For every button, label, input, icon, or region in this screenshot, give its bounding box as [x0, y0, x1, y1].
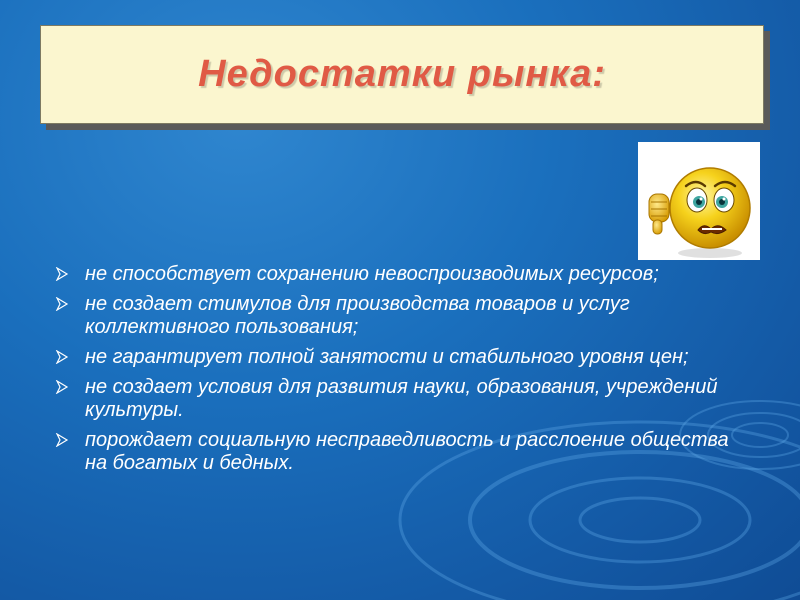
- list-item-text: порождает социальную несправедливость и расслоение общества на богатых и бедных.: [85, 429, 729, 474]
- disadvantages-list: [55, 263, 755, 482]
- list-item: [55, 346, 755, 369]
- list-item-text: не гарантирует полной занятости и стабильного уровня цен;: [85, 346, 689, 368]
- list-item-text: не создает стимулов для производства товаров и услуг коллективного пользования;: [85, 293, 630, 338]
- arrow-bullet-icon: [55, 297, 69, 311]
- list-item: [55, 263, 755, 286]
- arrow-bullet-icon: [55, 350, 69, 364]
- list-item-text: не способствует сохранению невоспроизводимых ресурсов;: [85, 263, 659, 285]
- list-item: [55, 376, 755, 422]
- worried-thumbs-down-emoji-icon: [638, 142, 760, 260]
- arrow-bullet-icon: [55, 380, 69, 394]
- list-item-text: не создает условия для развития науки, образования, учреждений культуры.: [85, 376, 718, 421]
- arrow-bullet-icon: [55, 267, 69, 281]
- title-banner: [40, 25, 764, 124]
- arrow-bullet-icon: [55, 433, 69, 447]
- slide-title: Недостатки рынка:: [198, 53, 606, 95]
- emoji-picture: [638, 142, 760, 260]
- list-item: [55, 429, 755, 475]
- list-item: [55, 293, 755, 339]
